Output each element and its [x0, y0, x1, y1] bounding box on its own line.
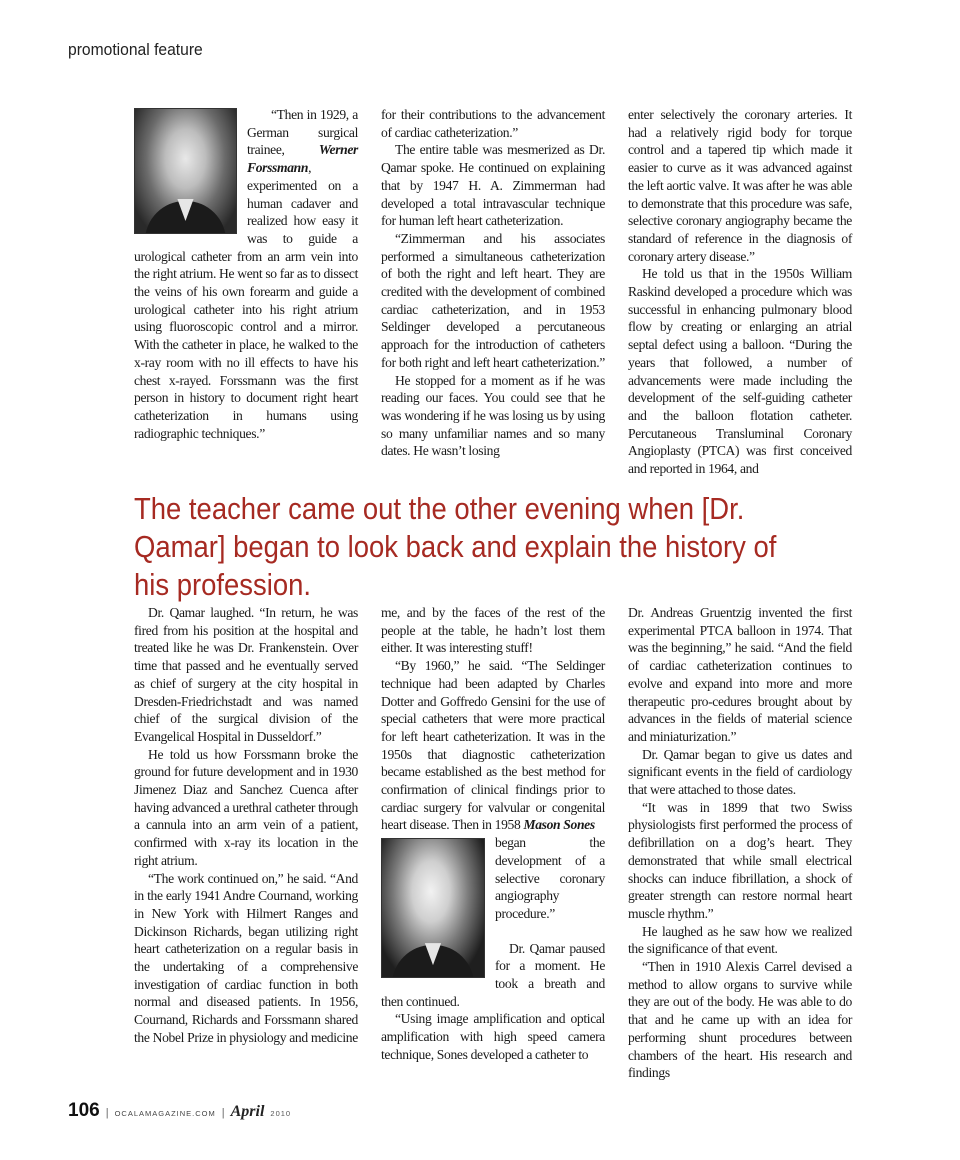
- paragraph: Dr. Qamar paused for a moment. He took a breath and then continued.: [381, 940, 605, 1009]
- pull-quote: The teacher came out the other evening when [Dr. Qamar] began to look back and explain the history of his profession.: [134, 492, 777, 602]
- magazine-url: OCALAMAGAZINE.COM: [114, 1109, 216, 1118]
- paragraph: for their contributions to the advancement of cardiac catheterization.”: [381, 107, 605, 140]
- paragraph: enter selectively the coronary arteries. It had a relatively rigid body for torque control and a tapered tip which made it easier to curve as it was advanced against the left aortic valve. It was after he was able to demonstrate that this procedure was safe, selective coronary angiography became the standard of reference in the diagnosis of coronary artery disease.”: [628, 107, 852, 264]
- paragraph: “By 1960,” he said. “The Seldinger technique had been adapted by Charles Dotter and Goffredo Gensini for the use of special catheters that were more practical for left heart catheterization. It was in the 1950s that diagnostic catheterization became established as the best method for confirmation of clinical findings prior to cardiac surgery for valvular or congenital heart disease. Then in 1958 Mason Sones: [381, 658, 605, 833]
- article-column-bottom-3: [628, 604, 852, 1082]
- paragraph: He stopped for a moment as if he was reading our faces. You could see that he was wondering if he was losing us by using so many unfamiliar names and so many dates. He wasn’t losing: [381, 372, 605, 459]
- paragraph: “Then in 1910 Alexis Carrel devised a method to allow organs to survive while they are out of the body. He was able to do that and he came up with an idea for performing shunt procedures between chambers of the heart. His research and findings: [628, 959, 852, 1081]
- article-column-bottom-1: [134, 604, 358, 1047]
- paragraph: “The work continued on,” he said. “And in the early 1941 Andre Cournand, working in New York with Hilmert Ranges and Dickinson Richards, began utilizing right heart catheterization on a regular basis in the undertaking of a comprehensive investigation of cardiac function in both normal and diseased patients. In 1956, Cournand, Richards and Forssmann shared the Nobel Prize in physiology and medicine: [134, 870, 358, 1045]
- footer-separator: |: [105, 1107, 109, 1119]
- paragraph: “Using image amplification and optical amplification with high speed camera technique, Sones developed a catheter to: [381, 1011, 605, 1062]
- article-column-top-1: [134, 106, 358, 442]
- person-name: Mason Sones: [523, 817, 595, 833]
- issue-month: April: [230, 1103, 265, 1120]
- page-number: 106: [68, 1100, 100, 1121]
- portrait-photo-sones: [381, 838, 485, 978]
- paragraph: “Then in 1929, a German surgical trainee, Werner Forssmann, experimented on a human cadaver and realized how easy it was to guide a urological catheter from an arm vein into the right atrium. He went so far as to dissect the veins of his own forearm and guide a urological catheter into his right atrium using fluoroscopic control and a mirror. With the catheter in place, he walked to the x-ray room with no ill effects to have his chest x-rayed. Forssmann was the first person in history to document right heart catheterization in humans using radiographic techniques.”: [134, 107, 358, 441]
- article-column-bottom-2: [381, 604, 605, 1064]
- paragraph: “Zimmerman and his associates performed a simultaneous catheterization of both the right and left heart. They are credited with the development of combined cardiac catheterization, and in 1953 Seldinger developed a percutaneous approach for the introduction of catheters for both right and left heart catheterization.”: [381, 230, 605, 370]
- paragraph: Dr. Qamar began to give us dates and significant events in the field of cardiology that were attached to those dates.: [628, 746, 852, 798]
- paragraph: began the development of a selective coronary angiography procedure.”: [495, 835, 605, 921]
- paragraph: Dr. Qamar laughed. “In return, he was fired from his position at the hospital and treated like he was Dr. Frankenstein. Over time that passed and he eventually served as chief of surgery at the city hospital in Dresden-Friedrichstadt and was named chief of the surgical division of the Evangelical Hospital in Dusseldorf.”: [134, 605, 358, 744]
- paragraph: The entire table was mesmerized as Dr. Qamar spoke. He continued on explaining that by 1947 H. A. Zimmerman had developed a total intravascular technique for human left heart catheterization.: [381, 142, 605, 229]
- footer-separator: |: [221, 1107, 225, 1119]
- page-footer: [68, 1100, 291, 1122]
- paragraph: Dr. Andreas Gruentzig invented the first experimental PTCA balloon in 1974. That was the beginning,” he said. “And the field of cardiac catheterization continues to evolve and expand into more and more therapeutic pro-cedures brought about by advances in the fields of material science and miniaturization.”: [628, 605, 852, 744]
- article-column-top-3: [628, 106, 852, 478]
- portrait-photo-forssmann: [134, 108, 237, 234]
- paragraph: “It was in 1899 that two Swiss physiologists first performed the process of defibrillation on a dog’s heart. They demonstrated that while small electrical shocks can induce fibrillation, a shock of greater strength can restore normal heart muscle rhythm.”: [628, 799, 852, 921]
- article-column-top-2: [381, 106, 605, 460]
- paragraph: He told us that in the 1950s William Raskind developed a procedure which was successful in enhancing pulmonary blood flow by creating or enlarging an atrial septal defect using a balloon. “During the years that followed, a number of advancements were made including the development of the self-guiding catheter and the balloon flotation catheter. Percutaneous Transluminal Coronary Angioplasty (PTCA) was first conceived and reported in 1964, and: [628, 266, 852, 477]
- person-name: Werner Forssmann: [247, 142, 358, 176]
- section-label: promotional feature: [68, 40, 203, 59]
- paragraph: me, and by the faces of the rest of the people at the table, he hadn’t lost them either. It was interesting stuff!: [381, 605, 605, 656]
- paragraph: He told us how Forssmann broke the ground for future development and in 1930 Jimenez Diaz and Sanchez Cuenca after having advanced a urethral catheter through a cannula into an arm vein of a patient, confirmed with x-ray its location in the right atrium.: [134, 746, 358, 868]
- issue-year: 2010: [270, 1109, 292, 1118]
- paragraph: He laughed as he saw how we realized the significance of that event.: [628, 923, 852, 957]
